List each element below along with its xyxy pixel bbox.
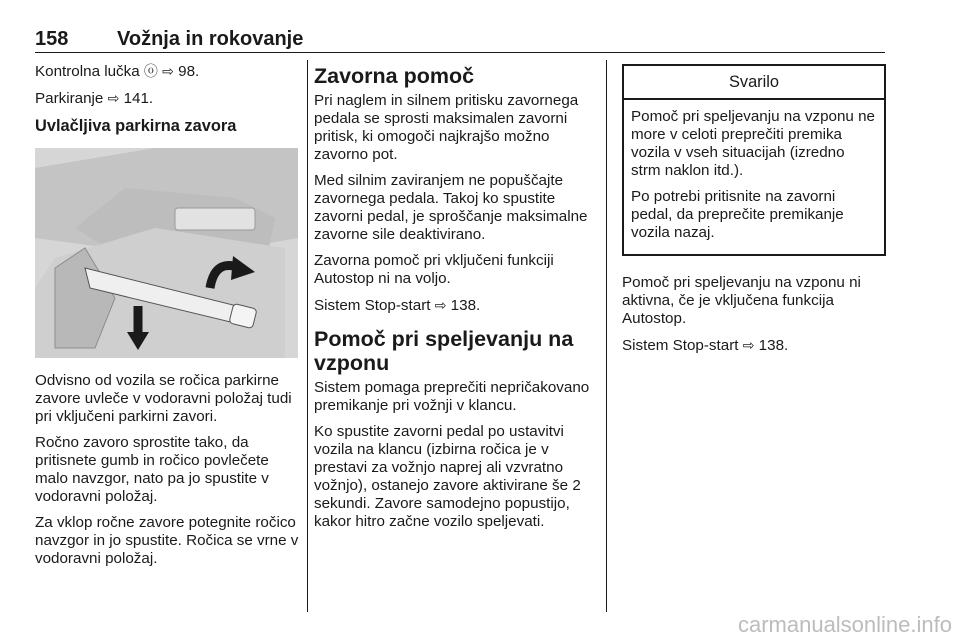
warning-paragraph: Po potrebi pritisnite na zavorni pedal, da preprečite premikanje vozila nazaj. <box>631 188 844 241</box>
ref-line-parking: Parkiranje ⇨ 141. <box>35 90 154 107</box>
watermark: carmanualsonline.info <box>737 612 952 637</box>
paragraph: Pri naglem in silnem pritisku zavornega pedala se sprosti maksimalen zavorni pritisk, ki omogoči najkrajšo možno zavorno pot. <box>314 92 579 163</box>
warning-body <box>624 100 884 254</box>
cross-ref-arrow-icon[interactable]: ⇨ <box>162 63 174 79</box>
page-header <box>35 28 885 52</box>
column-divider-2 <box>606 60 607 612</box>
page-number: 158 <box>35 28 69 50</box>
brake-warning-icon: ⓞ <box>143 63 158 79</box>
column-divider-1 <box>307 60 308 612</box>
paragraph: Ročno zavoro sprostite tako, da pritisnete gumb in ročico povlečete malo navzgor, nato pa jo spustite v vodoravni položaj. <box>35 434 269 505</box>
running-title: Vožnja in rokovanje <box>117 28 304 50</box>
paragraph: Med silnim zaviranjem ne popuščajte zavornega pedala. Takoj ko spustite zavorni pedal, je sproščanje maksimalne zavorne sile deaktivirano. <box>314 172 588 243</box>
column-3 <box>622 62 886 363</box>
warning-box <box>622 64 886 256</box>
cross-ref-page[interactable]: 98. <box>178 63 200 80</box>
header-rule <box>35 52 885 53</box>
ref-line-stop-start: Sistem Stop-start ⇨ 138. <box>622 337 789 354</box>
paragraph: Odvisno od vozila se ročica parkirne zavore uvleče v vodoravni položaj tudi pri vključeni parkirni zavori. <box>35 372 292 425</box>
cross-ref-page[interactable]: 138. <box>758 337 789 354</box>
section-heading-brake-assist: Zavorna pomoč <box>314 64 475 88</box>
column-2 <box>314 62 594 539</box>
section-heading-parking-brake: Uvlačljiva parkirna zavora <box>35 117 237 135</box>
cross-ref-arrow-icon[interactable]: ⇨ <box>742 337 755 353</box>
warning-paragraph: Pomoč pri speljevanju na vzponu ne more v celoti preprečiti premika vozila v vseh situacijah (izredno strm naklon itd.). <box>631 108 875 179</box>
parking-brake-illustration <box>35 148 298 358</box>
cross-ref-arrow-icon[interactable]: ⇨ <box>434 297 447 313</box>
cross-ref-page[interactable]: 138. <box>450 297 481 314</box>
cross-ref-page[interactable]: 141. <box>123 90 154 107</box>
paragraph: Pomoč pri speljevanju na vzponu ni aktivna, če je vključena funkcija Autostop. <box>622 274 861 327</box>
warning-title: Svarilo <box>624 66 884 100</box>
ref-line-warning-light: Kontrolna lučka ⓞ ⇨ 98. <box>35 63 200 80</box>
cross-ref-arrow-icon[interactable]: ⇨ <box>107 90 120 106</box>
paragraph: Ko spustite zavorni pedal po ustavitvi vozila na klancu (izbirna ročica je v prestavi za vožnjo naprej ali vzvratno vožnjo), ostanejo zavore aktivirane še 2 sekundi. Zavore samodejno popustijo, kakor hitro začne vozilo speljevati. <box>314 423 581 530</box>
paragraph: Zavorna pomoč pri vključeni funkciji Autostop ni na voljo. <box>314 252 554 287</box>
column-1 <box>35 62 301 576</box>
ref-line-stop-start: Sistem Stop-start ⇨ 138. <box>314 297 481 314</box>
paragraph: Sistem pomaga preprečiti nepričakovano premikanje pri vožnji v klancu. <box>314 379 590 414</box>
section-heading-hill-start-assist: Pomoč pri speljevanju na vzponu <box>314 327 574 375</box>
paragraph: Za vklop ročne zavore potegnite ročico navzgor in jo spustite. Ročica se vrne v vodoravni položaj. <box>35 514 299 567</box>
